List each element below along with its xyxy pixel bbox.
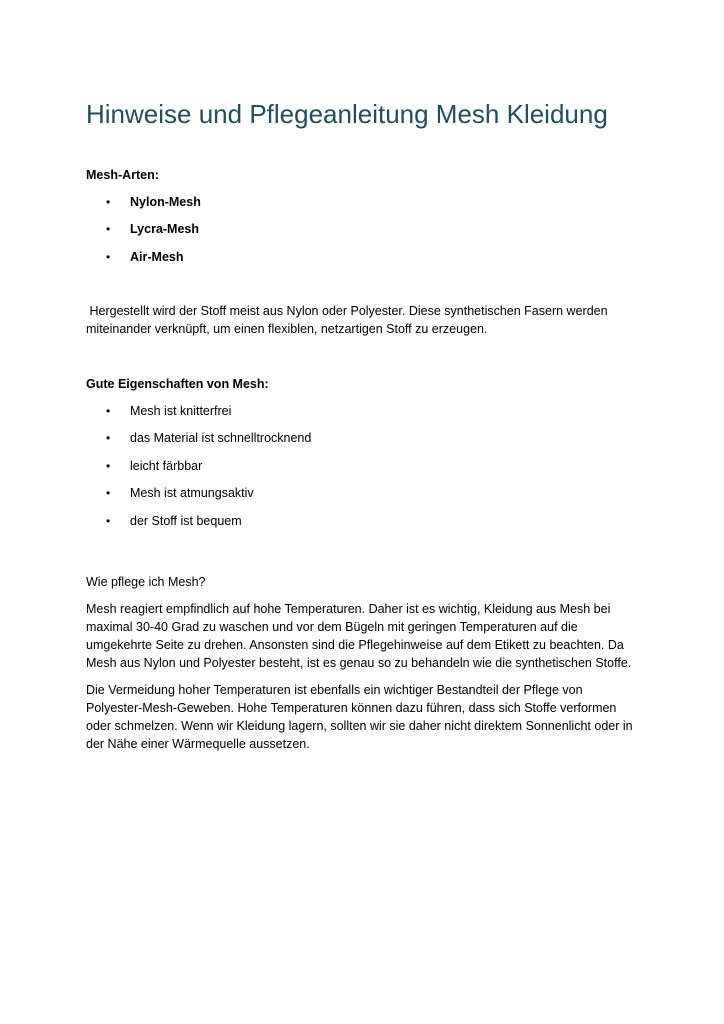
mesh-types-section: [86, 166, 646, 275]
bullet-icon: •: [106, 458, 111, 473]
list-item: • das Material ist schnelltrocknend: [106, 431, 312, 446]
properties-heading: Gute Eigenschaften von Mesh:: [86, 377, 269, 391]
list-item: • Nylon-Mesh: [106, 195, 201, 209]
bullet-icon: •: [106, 195, 111, 209]
mesh-types-list: [86, 193, 646, 275]
care-paragraph-2: Die Vermeidung hoher Temperaturen ist ebenfalls ein wichtiger Bestandteil der Pflege von Polyester-Mesh-Geweben. Hohe Temperaturen können dazu führen, dass sich Stoffe verformen oder schmelzen. Wenn wir Kleidung lagern, sollten wir sie daher nicht direktem Sonnenlicht oder in der Nähe einer Wärmequelle aussetzen.: [86, 683, 633, 751]
mesh-types-heading: Mesh-Arten:: [86, 168, 159, 182]
care-section: [86, 573, 642, 753]
bullet-icon: •: [106, 513, 111, 528]
list-item: • Lycra-Mesh: [106, 222, 200, 237]
care-heading: Wie pflege ich Mesh?: [86, 575, 206, 589]
list-item: • leicht färbbar: [106, 458, 203, 473]
list-item: • Mesh ist atmungsaktiv: [106, 486, 254, 501]
bullet-icon: •: [106, 486, 111, 501]
care-paragraph-1: Mesh reagiert empfindlich auf hohe Temperaturen. Daher ist es wichtig, Kleidung aus Mesh bei maximal 30-40 Grad zu waschen und vor dem Bügeln mit geringen Temperaturen auf die umgekehrte Seite zu drehen. Ansonsten sind die Pflegehinweise auf dem Etikett zu beachten. Da Mesh aus Nylon und Polyester besteht, ist es genau so zu behandeln wie die synthetischen Stoffe.: [86, 602, 632, 670]
properties-section: [86, 375, 646, 539]
bullet-icon: •: [106, 222, 111, 237]
bullet-icon: •: [106, 431, 111, 446]
bullet-icon: •: [106, 249, 111, 264]
list-item: • Air-Mesh: [106, 249, 184, 264]
bullet-icon: •: [106, 404, 111, 418]
properties-list: [86, 402, 646, 539]
list-item: • der Stoff ist bequem: [106, 513, 242, 528]
intro-section: [86, 302, 642, 338]
list-item: • Mesh ist knitterfrei: [106, 404, 232, 418]
intro-paragraph: Hergestellt wird der Stoff meist aus Nylon oder Polyester. Diese synthetischen Fasern werden miteinander verknüpft, um einen flexiblen, netzartigen Stoff zu erzeugen.: [86, 304, 612, 336]
document-title: Hinweise und Pflegeanleitung Mesh Kleidung: [86, 99, 608, 129]
